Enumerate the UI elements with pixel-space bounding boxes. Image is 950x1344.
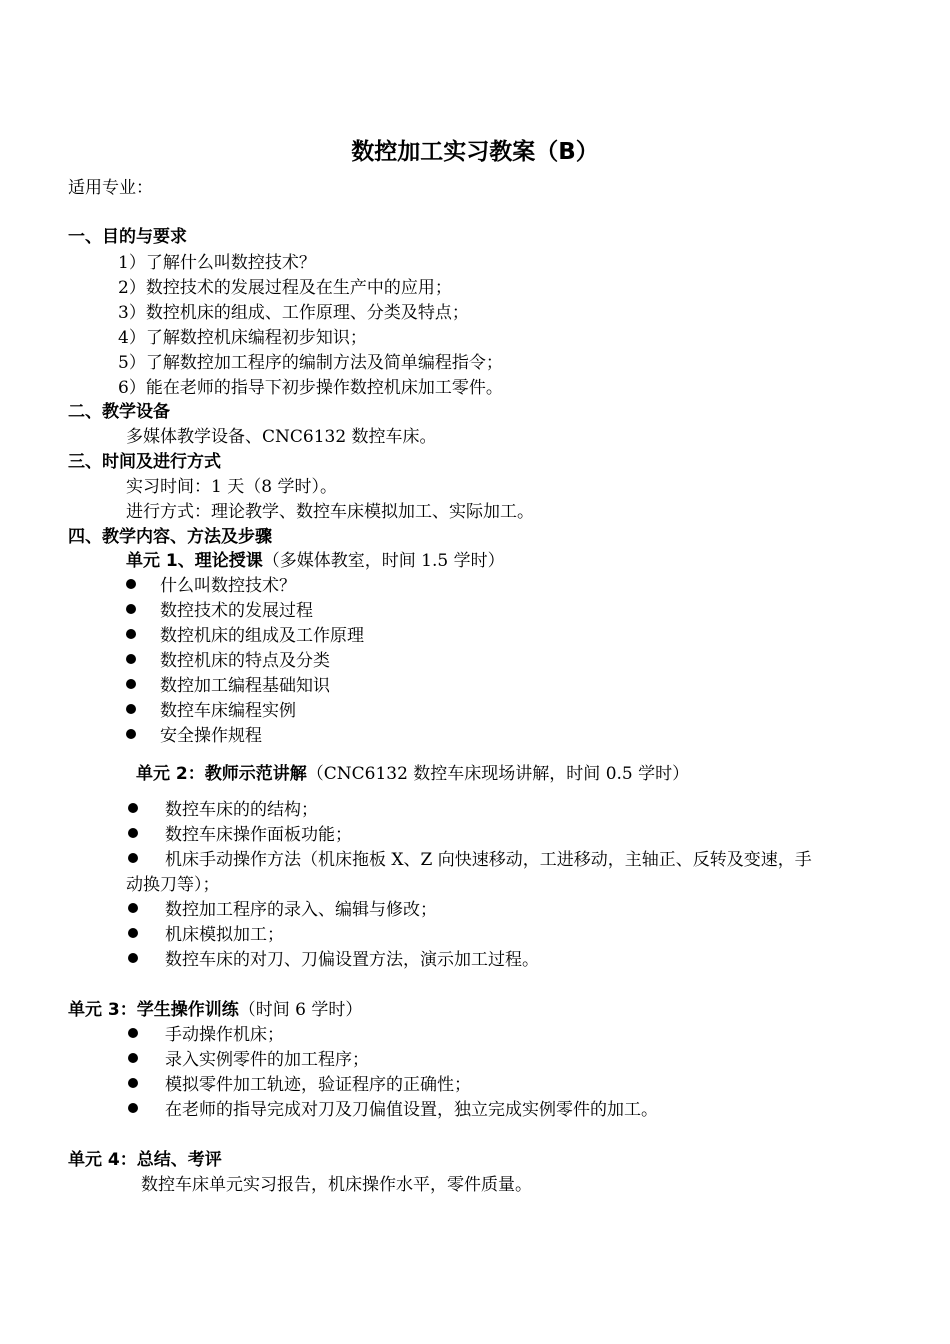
bullet-icon: [128, 903, 138, 913]
unit1-note: （多媒体教室，时间 1.5 学时）: [262, 551, 505, 571]
list-item: 什么叫数控技术？: [126, 578, 296, 595]
bullet-icon: [126, 629, 136, 639]
section4-heading: 四、教学内容、方法及步骤: [68, 527, 272, 547]
list-item: 安全操作规程: [126, 728, 262, 745]
list-item: 数控加工编程基础知识: [126, 678, 330, 695]
unit2-note: （CNC6132 数控车床现场讲解，时间 0.5 学时）: [306, 764, 690, 784]
list-item: 数控车床操作面板功能；: [128, 827, 352, 844]
major-label: 适用专业：: [68, 178, 153, 198]
list-item: 在老师的指导完成对刀及刀偏值设置，独立完成实例零件的加工。: [128, 1102, 658, 1119]
bullet-icon: [126, 604, 136, 614]
bullet-icon: [128, 1053, 138, 1063]
list-item-continuation: 动换刀等）；: [126, 875, 220, 895]
list-item: 机床模拟加工；: [128, 927, 284, 944]
list-item: 手动操作机床；: [128, 1027, 284, 1044]
unit2-title: 单元 2：教师示范讲解: [136, 764, 307, 784]
list-item: 数控机床的特点及分类: [126, 653, 330, 670]
bullet-icon: [126, 654, 136, 664]
list-item: 机床手动操作方法（机床拖板 X、Z 向快速移动，工进移动，主轴正、反转及变速，手: [128, 852, 812, 869]
section1-heading: 一、目的与要求: [68, 227, 187, 247]
bullet-icon: [126, 679, 136, 689]
list-item: 录入实例零件的加工程序；: [128, 1052, 369, 1069]
bullet-icon: [128, 803, 138, 813]
section2-text: 多媒体教学设备、CNC6132 数控车床。: [126, 427, 437, 447]
section3-time: 实习时间：1 天（8 学时）。: [126, 477, 337, 497]
section2-heading: 二、教学设备: [68, 402, 170, 422]
page-title: 数控加工实习教案（B）: [351, 139, 599, 165]
bullet-icon: [128, 1028, 138, 1038]
section1-item: 3）数控机床的组成、工作原理、分类及特点；: [118, 303, 469, 323]
unit1-title: 单元 1、理论授课: [126, 551, 263, 571]
list-item: 数控技术的发展过程: [126, 603, 313, 620]
bullet-icon: [126, 579, 136, 589]
bullet-icon: [128, 853, 138, 863]
list-item: 模拟零件加工轨迹，验证程序的正确性；: [128, 1077, 471, 1094]
bullet-icon: [128, 1103, 138, 1113]
unit2-header: [136, 766, 689, 783]
bullet-icon: [126, 729, 136, 739]
bullet-icon: [128, 828, 138, 838]
unit4-text: 数控车床单元实习报告，机床操作水平，零件质量。: [141, 1175, 532, 1195]
bullet-icon: [128, 953, 138, 963]
list-item: 数控车床的对刀、刀偏设置方法，演示加工过程。: [128, 952, 539, 969]
section1-item: 1）了解什么叫数控技术？: [118, 253, 316, 273]
list-item: 数控机床的组成及工作原理: [126, 628, 364, 645]
section3-heading: 三、时间及进行方式: [68, 452, 221, 472]
list-item: 数控加工程序的录入、编辑与修改；: [128, 902, 437, 919]
unit4-title: 单元 4：总结、考评: [68, 1150, 222, 1170]
section1-item: 4）了解数控机床编程初步知识；: [118, 328, 367, 348]
bullet-icon: [128, 928, 138, 938]
unit3-header: [68, 1002, 362, 1019]
list-item: 数控车床编程实例: [126, 703, 296, 720]
bullet-icon: [126, 704, 136, 714]
section1-item: 2）数控技术的发展过程及在生产中的应用；: [118, 278, 452, 298]
list-item: 数控车床的的结构；: [128, 802, 318, 819]
unit3-note: （时间 6 学时）: [238, 1000, 363, 1020]
unit3-title: 单元 3：学生操作训练: [68, 1000, 239, 1020]
bullet-icon: [128, 1078, 138, 1088]
section1-item: 5）了解数控加工程序的编制方法及简单编程指令；: [118, 353, 503, 373]
section3-mode: 进行方式：理论教学、数控车床模拟加工、实际加工。: [126, 502, 534, 522]
unit1-header: [126, 553, 505, 570]
section1-item: 6）能在老师的指导下初步操作数控机床加工零件。: [118, 378, 503, 398]
